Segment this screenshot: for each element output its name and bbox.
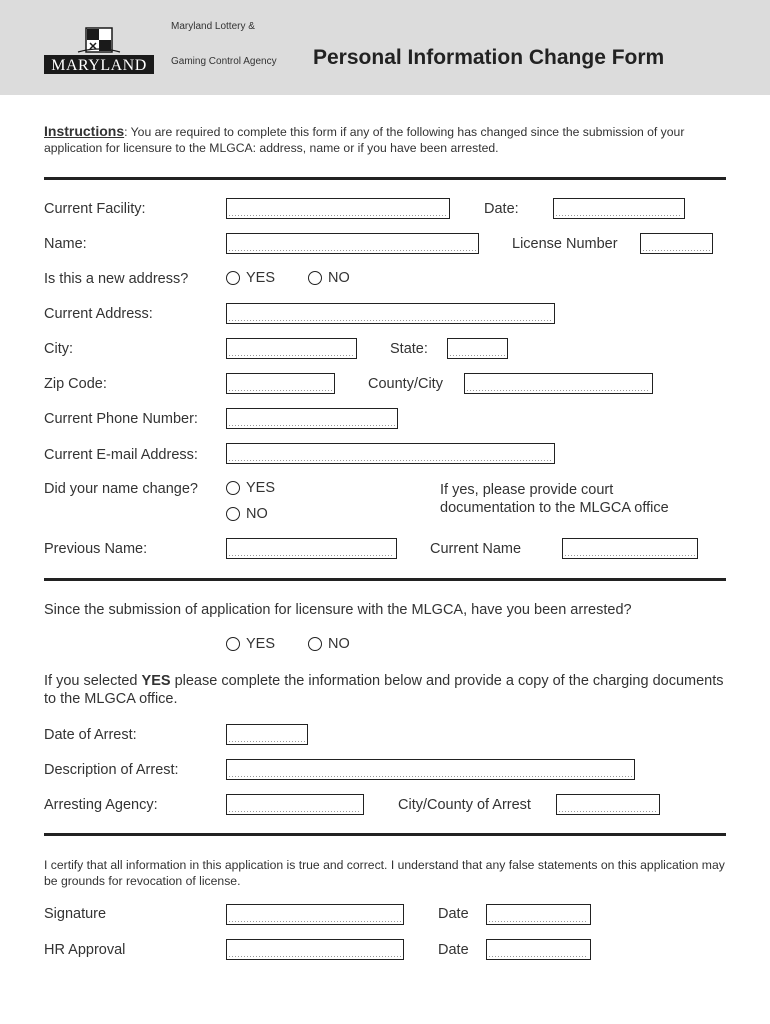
- city-county-of-arrest-label: City/County of Arrest: [398, 797, 531, 813]
- county-city-label: County/City: [368, 376, 443, 392]
- arrested-no-radio[interactable]: [308, 636, 350, 652]
- city-field[interactable]: [226, 338, 357, 359]
- hr-approval-date-field[interactable]: [486, 939, 591, 960]
- phone-field[interactable]: [226, 408, 398, 429]
- state-label: State:: [390, 341, 428, 357]
- radio-label: NO: [246, 506, 268, 522]
- date-label: Date:: [484, 201, 519, 217]
- agency-name-line2: Gaming Control Agency: [171, 56, 277, 67]
- state-field[interactable]: [447, 338, 508, 359]
- name-change-question: Did your name change?: [44, 481, 198, 497]
- agency-name-line1: Maryland Lottery &: [171, 21, 255, 32]
- previous-name-label: Previous Name:: [44, 541, 148, 557]
- date-of-arrest-label: Date of Arrest:: [44, 727, 137, 743]
- radio-label: NO: [328, 270, 350, 286]
- license-number-field[interactable]: [640, 233, 713, 254]
- arrest-instructions-post: please complete the information below and provide a copy of the charging documents to the MLGCA office.: [44, 673, 724, 707]
- current-facility-field[interactable]: [226, 198, 450, 219]
- instructions: [44, 123, 734, 156]
- new-address-yes-radio[interactable]: [226, 270, 275, 286]
- hr-approval-field[interactable]: [226, 939, 404, 960]
- signature-label: Signature: [44, 906, 107, 922]
- city-county-of-arrest-field[interactable]: [556, 794, 660, 815]
- arresting-agency-label: Arresting Agency:: [44, 797, 158, 813]
- arrest-instructions: [44, 672, 724, 708]
- arrest-instructions-yes: YES: [141, 673, 171, 689]
- name-change-no-radio[interactable]: [226, 506, 268, 522]
- city-label: City:: [44, 341, 73, 357]
- maryland-logo: [44, 26, 154, 74]
- radio-circle[interactable]: [226, 507, 240, 521]
- arrested-yes-radio[interactable]: [226, 636, 275, 652]
- current-address-field[interactable]: [226, 303, 555, 324]
- hr-approval-date-label: Date: [438, 942, 469, 958]
- name-field[interactable]: [226, 233, 479, 254]
- instructions-heading: Instructions: [44, 123, 125, 139]
- name-label: Name:: [44, 236, 87, 252]
- date-of-arrest-field[interactable]: [226, 724, 308, 745]
- license-number-label: License Number: [512, 236, 618, 252]
- phone-label: Current Phone Number:: [44, 411, 198, 427]
- signature-date-label: Date: [438, 906, 469, 922]
- radio-label: NO: [328, 636, 350, 652]
- logo-text: MARYLAND: [51, 57, 147, 74]
- arresting-agency-field[interactable]: [226, 794, 364, 815]
- description-of-arrest-label: Description of Arrest:: [44, 762, 179, 778]
- radio-circle[interactable]: [308, 637, 322, 651]
- arrest-instructions-pre: If you selected: [44, 673, 142, 689]
- radio-circle[interactable]: [226, 481, 240, 495]
- date-field[interactable]: [553, 198, 685, 219]
- radio-label: YES: [246, 480, 276, 496]
- page-title: Personal Information Change Form: [313, 46, 665, 69]
- email-label: Current E-mail Address:: [44, 447, 198, 463]
- current-address-label: Current Address:: [44, 306, 153, 322]
- previous-name-field[interactable]: [226, 538, 397, 559]
- email-field[interactable]: [226, 443, 555, 464]
- current-name-label: Current Name: [430, 541, 522, 557]
- signature-date-field[interactable]: [486, 904, 591, 925]
- new-address-no-radio[interactable]: [308, 270, 350, 286]
- radio-label: YES: [246, 270, 276, 286]
- arrest-question: Since the submission of application for licensure with the MLGCA, have you been arrested?: [44, 602, 632, 618]
- county-city-field[interactable]: [464, 373, 653, 394]
- divider: [44, 177, 726, 180]
- current-facility-label: Current Facility:: [44, 201, 146, 217]
- zip-code-label: Zip Code:: [44, 376, 107, 392]
- hr-approval-label: HR Approval: [44, 942, 126, 958]
- instructions-text: : You are required to complete this form if any of the following has changed since the submission of your application for licensure to the MLGCA: address, name or if you have been arrested.: [44, 125, 685, 155]
- current-name-field[interactable]: [562, 538, 698, 559]
- certification-text: I certify that all information in this application is true and correct. I understand that any false statements on this application may be grounds for revocation of license.: [44, 858, 725, 888]
- zip-code-field[interactable]: [226, 373, 335, 394]
- name-change-note: If yes, please provide court documentation to the MLGCA office: [440, 482, 669, 516]
- divider: [44, 833, 726, 836]
- signature-field[interactable]: [226, 904, 404, 925]
- name-change-yes-radio[interactable]: [226, 480, 275, 496]
- radio-circle[interactable]: [308, 271, 322, 285]
- radio-label: YES: [246, 636, 276, 652]
- radio-circle[interactable]: [226, 637, 240, 651]
- new-address-question: Is this a new address?: [44, 271, 189, 287]
- divider: [44, 578, 726, 581]
- description-of-arrest-field[interactable]: [226, 759, 635, 780]
- radio-circle[interactable]: [226, 271, 240, 285]
